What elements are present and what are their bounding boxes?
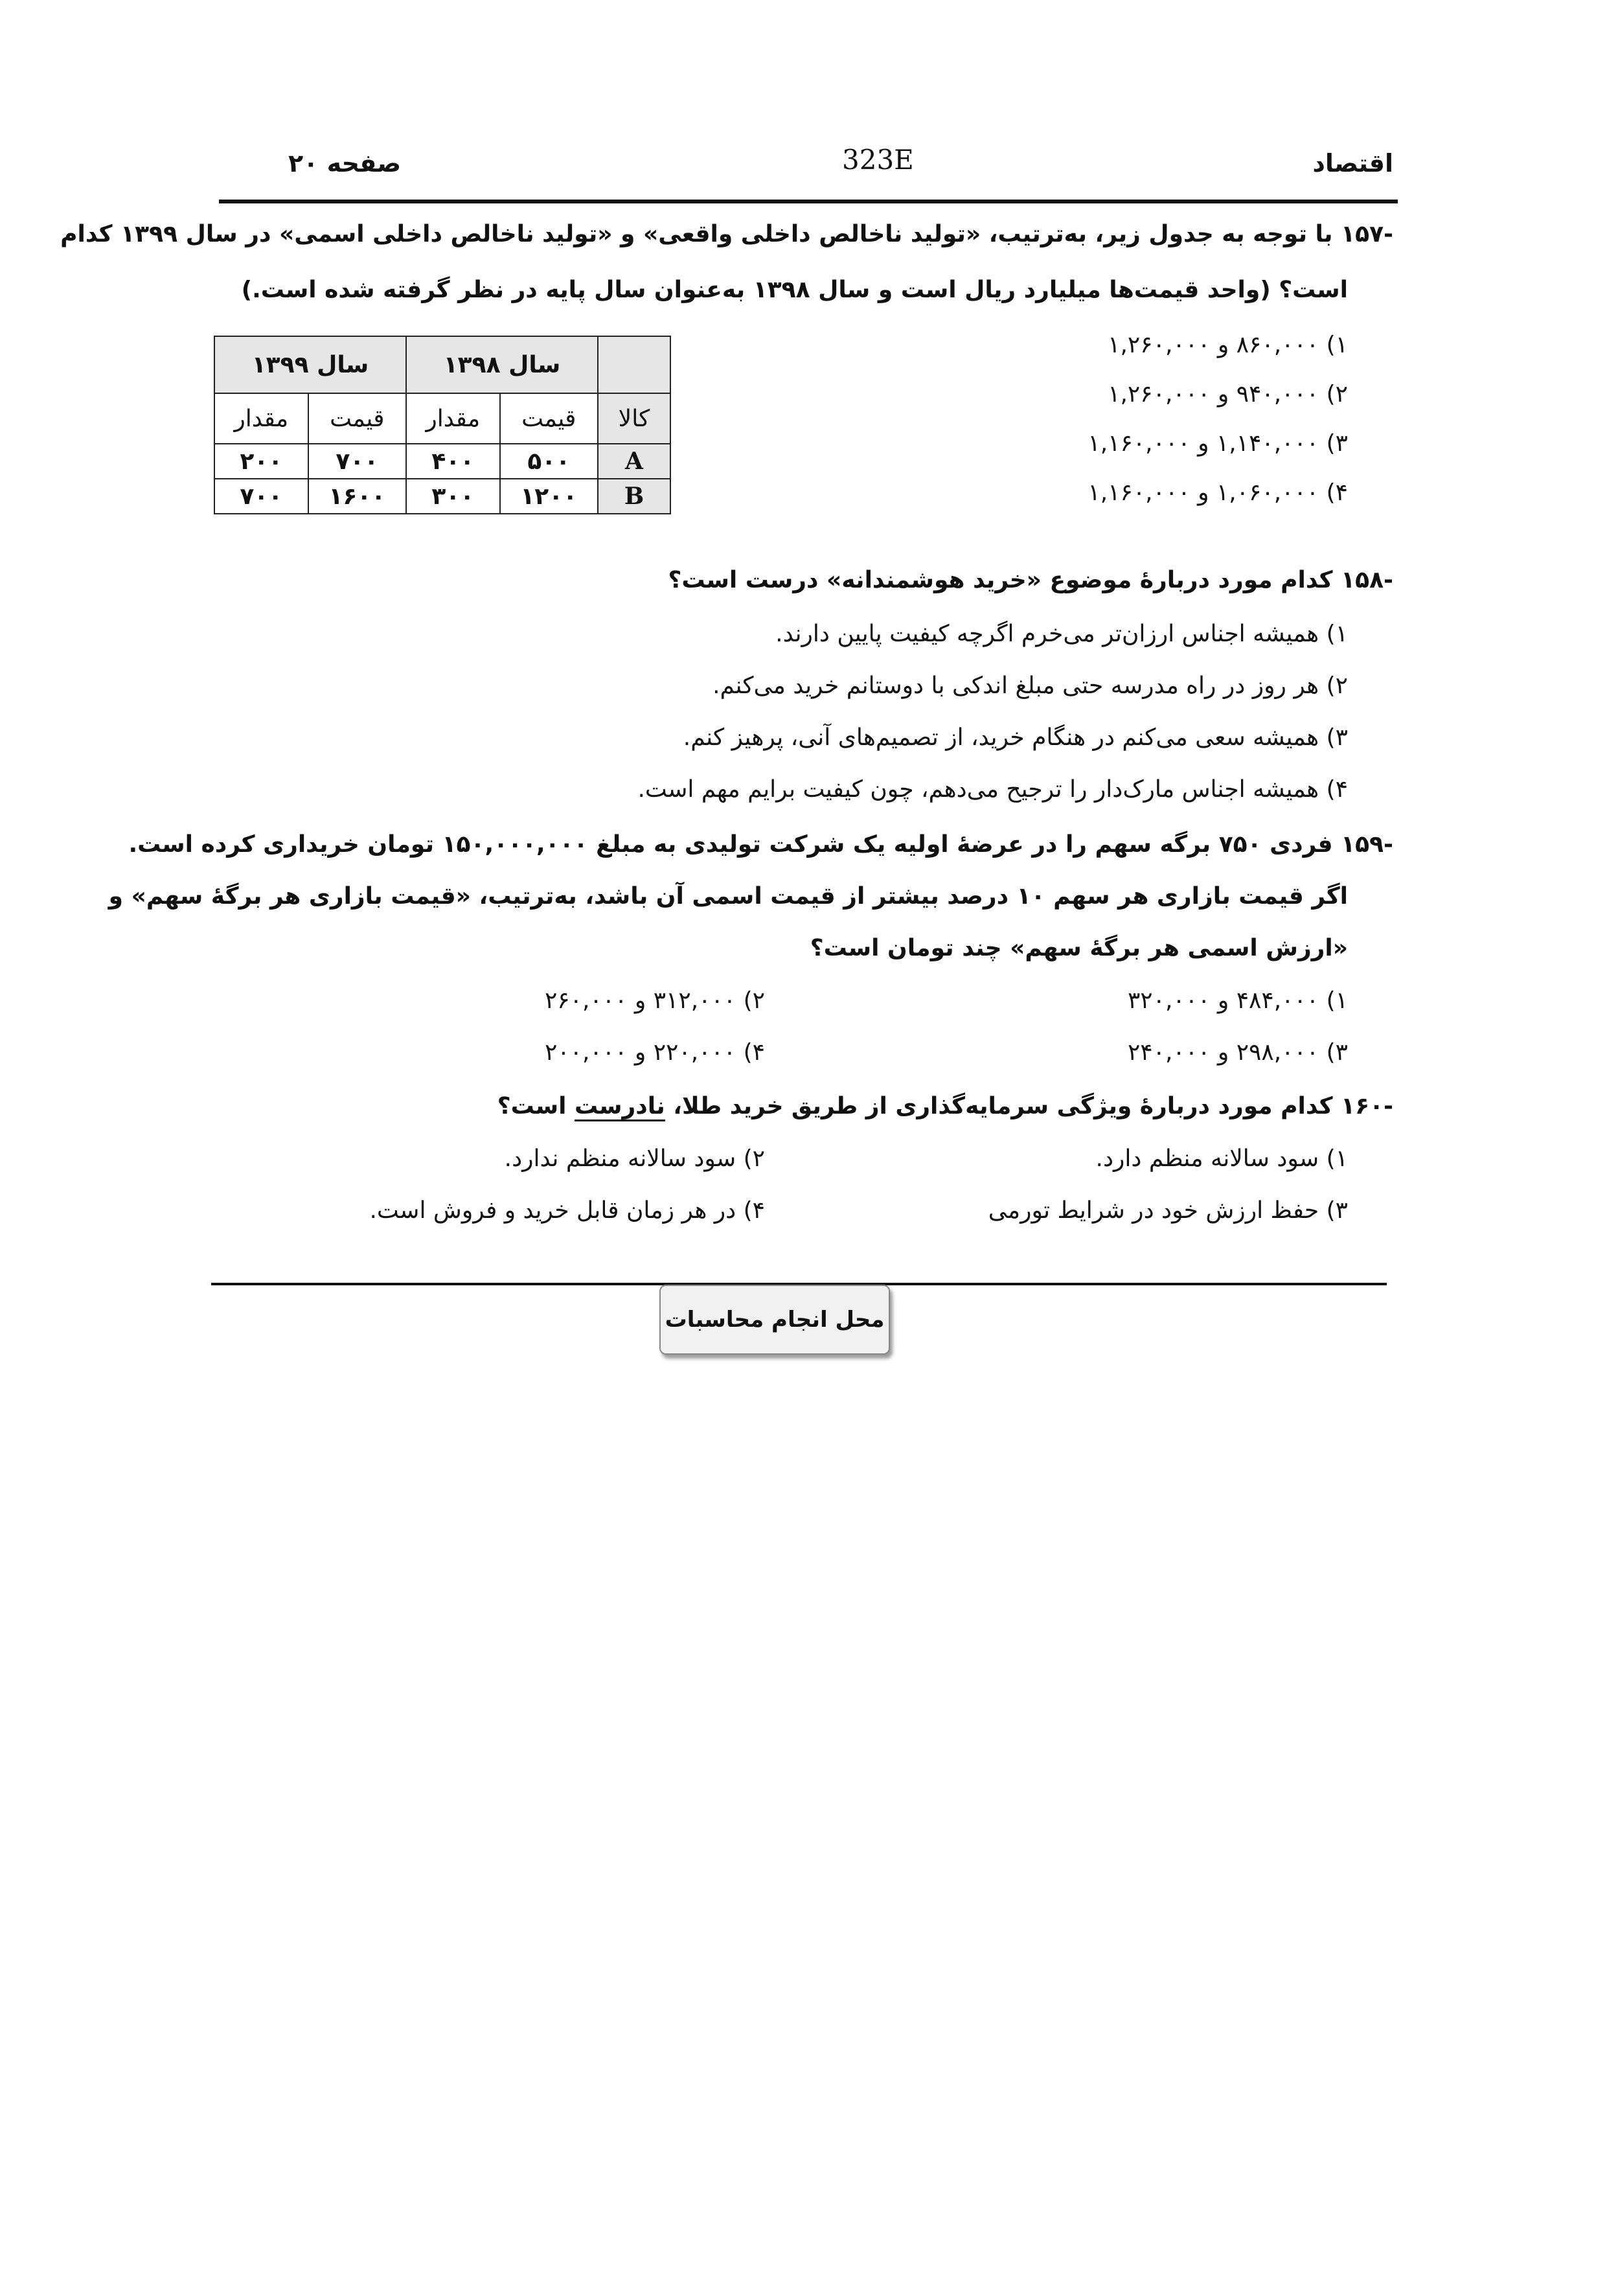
q159-text-3: «ارزش اسمی هر برگهٔ سهم» چند تومان است؟ (810, 935, 1348, 961)
q160-text-underlined: نادرست (575, 1093, 665, 1121)
q160-option-4[interactable]: ۴) در هر زمان قابل خرید و فروش است. (369, 1197, 765, 1224)
q157-option-3[interactable]: ۳) ۱,۱۴۰,۰۰۰ و ۱,۱۶۰,۰۰۰ (1088, 430, 1348, 457)
q159-option-3[interactable]: ۳) ۲۹۸,۰۰۰ و ۲۴۰,۰۰۰ (1127, 1039, 1348, 1066)
table-row (214, 479, 670, 514)
q159-text-1: فردی ۷۵۰ برگه سهم را در عرضهٔ اولیه یک شرکت تولیدی به مبلغ ۱۵۰,۰۰۰,۰۰۰ تومان خریداری کرده است. (128, 831, 1333, 858)
q160-option-1[interactable]: ۱) سود سالانه منظم دارد. (1095, 1145, 1348, 1172)
q160-text-before: کدام مورد دربارهٔ ویژگی سرمایه‌گذاری از طریق خرید طلا، (665, 1093, 1333, 1119)
q158-option-3[interactable]: ۳) همیشه سعی می‌کنم در هنگام خرید، از تصمیم‌های آنی، پرهیز کنم. (683, 724, 1348, 751)
q160-number: -۱۶۰ (1341, 1093, 1393, 1119)
table-corner-cell (598, 336, 670, 393)
header-code: 323E (842, 144, 914, 176)
calculation-area-label: محل انجام محاسبات (659, 1285, 890, 1355)
q159-text-2: اگر قیمت بازاری هر سهم ۱۰ درصد بیشتر از قیمت اسمی آن باشد، به‌ترتیب، «قیمت بازاری هر برگهٔ سهم» و (108, 883, 1348, 910)
table-cell: ۳۰۰ (406, 479, 500, 514)
q157-option-1[interactable]: ۱) ۸۶۰,۰۰۰ و ۱,۲۶۰,۰۰۰ (1108, 332, 1348, 358)
table-cell: ۵۰۰ (500, 444, 598, 479)
q158-option-2[interactable]: ۲) هر روز در راه مدرسه حتی مبلغ اندکی با دوستانم خرید می‌کنم. (712, 672, 1348, 699)
table-col-price-1398: قیمت (500, 393, 598, 444)
table-item: B (598, 479, 670, 514)
table-item: A (598, 444, 670, 479)
table-cell: ۱۲۰۰ (500, 479, 598, 514)
table-cell: ۷۰۰ (308, 444, 406, 479)
q158-question (668, 565, 1393, 596)
q157-line1 (60, 219, 1393, 250)
table-col-kala: کالا (598, 393, 670, 444)
q158-number: -۱۵۸ (1341, 567, 1393, 593)
header-divider (219, 200, 1398, 203)
table-subheader-row (214, 393, 670, 444)
table-year-1399: سال ۱۳۹۹ (214, 336, 406, 393)
table-cell: ۲۰۰ (214, 444, 308, 479)
q157-option-2[interactable]: ۲) ۹۴۰,۰۰۰ و ۱,۲۶۰,۰۰۰ (1108, 381, 1348, 408)
q160-option-2[interactable]: ۲) سود سالانه منظم ندارد. (504, 1145, 765, 1172)
q157-data-table (214, 336, 671, 514)
q158-option-1[interactable]: ۱) همیشه اجناس ارزان‌تر می‌خرم اگرچه کیفیت پایین دارند. (775, 621, 1348, 647)
table-cell: ۷۰۰ (214, 479, 308, 514)
table-cell: ۴۰۰ (406, 444, 500, 479)
q158-option-4[interactable]: ۴) همیشه اجناس مارک‌دار را ترجیح می‌دهم، چون کیفیت برایم مهم است. (637, 776, 1348, 803)
table-row (214, 444, 670, 479)
q157-option-4[interactable]: ۴) ۱,۰۶۰,۰۰۰ و ۱,۱۶۰,۰۰۰ (1088, 479, 1348, 506)
table-col-price-1399: قیمت (308, 393, 406, 444)
table-col-qty-1398: مقدار (406, 393, 500, 444)
table-cell: ۱۶۰۰ (308, 479, 406, 514)
q158-text: کدام مورد دربارهٔ موضوع «خرید هوشمندانه» درست است؟ (668, 567, 1333, 593)
q159-option-1[interactable]: ۱) ۴۸۴,۰۰۰ و ۳۲۰,۰۰۰ (1127, 987, 1348, 1014)
q159-number: -۱۵۹ (1341, 831, 1393, 858)
q157-text-1: با توجه به جدول زیر، به‌ترتیب، «تولید ناخالص داخلی واقعی» و «تولید ناخالص داخلی اسمی» در سال ۱۳۹۹ کدام (60, 221, 1333, 247)
header-page-number: صفحه ۲۰ (288, 149, 402, 178)
q159-line1 (128, 829, 1393, 860)
q160-option-3[interactable]: ۳) حفظ ارزش خود در شرایط تورمی (988, 1197, 1348, 1224)
q157-number: -۱۵۷ (1341, 221, 1393, 247)
q160-text-after: است؟ (497, 1093, 575, 1119)
q157-text-2: است؟ (واحد قیمت‌ها میلیارد ریال است و سال ۱۳۹۸ به‌عنوان سال پایه در نظر گرفته شده است.) (241, 277, 1348, 303)
q160-question (497, 1091, 1393, 1122)
table-header-row (214, 336, 670, 393)
table-year-1398: سال ۱۳۹۸ (406, 336, 598, 393)
header-subject: اقتصاد (1312, 149, 1393, 178)
q159-option-4[interactable]: ۴) ۲۲۰,۰۰۰ و ۲۰۰,۰۰۰ (544, 1039, 765, 1066)
table-col-qty-1399: مقدار (214, 393, 308, 444)
q159-option-2[interactable]: ۲) ۳۱۲,۰۰۰ و ۲۶۰,۰۰۰ (544, 987, 765, 1014)
